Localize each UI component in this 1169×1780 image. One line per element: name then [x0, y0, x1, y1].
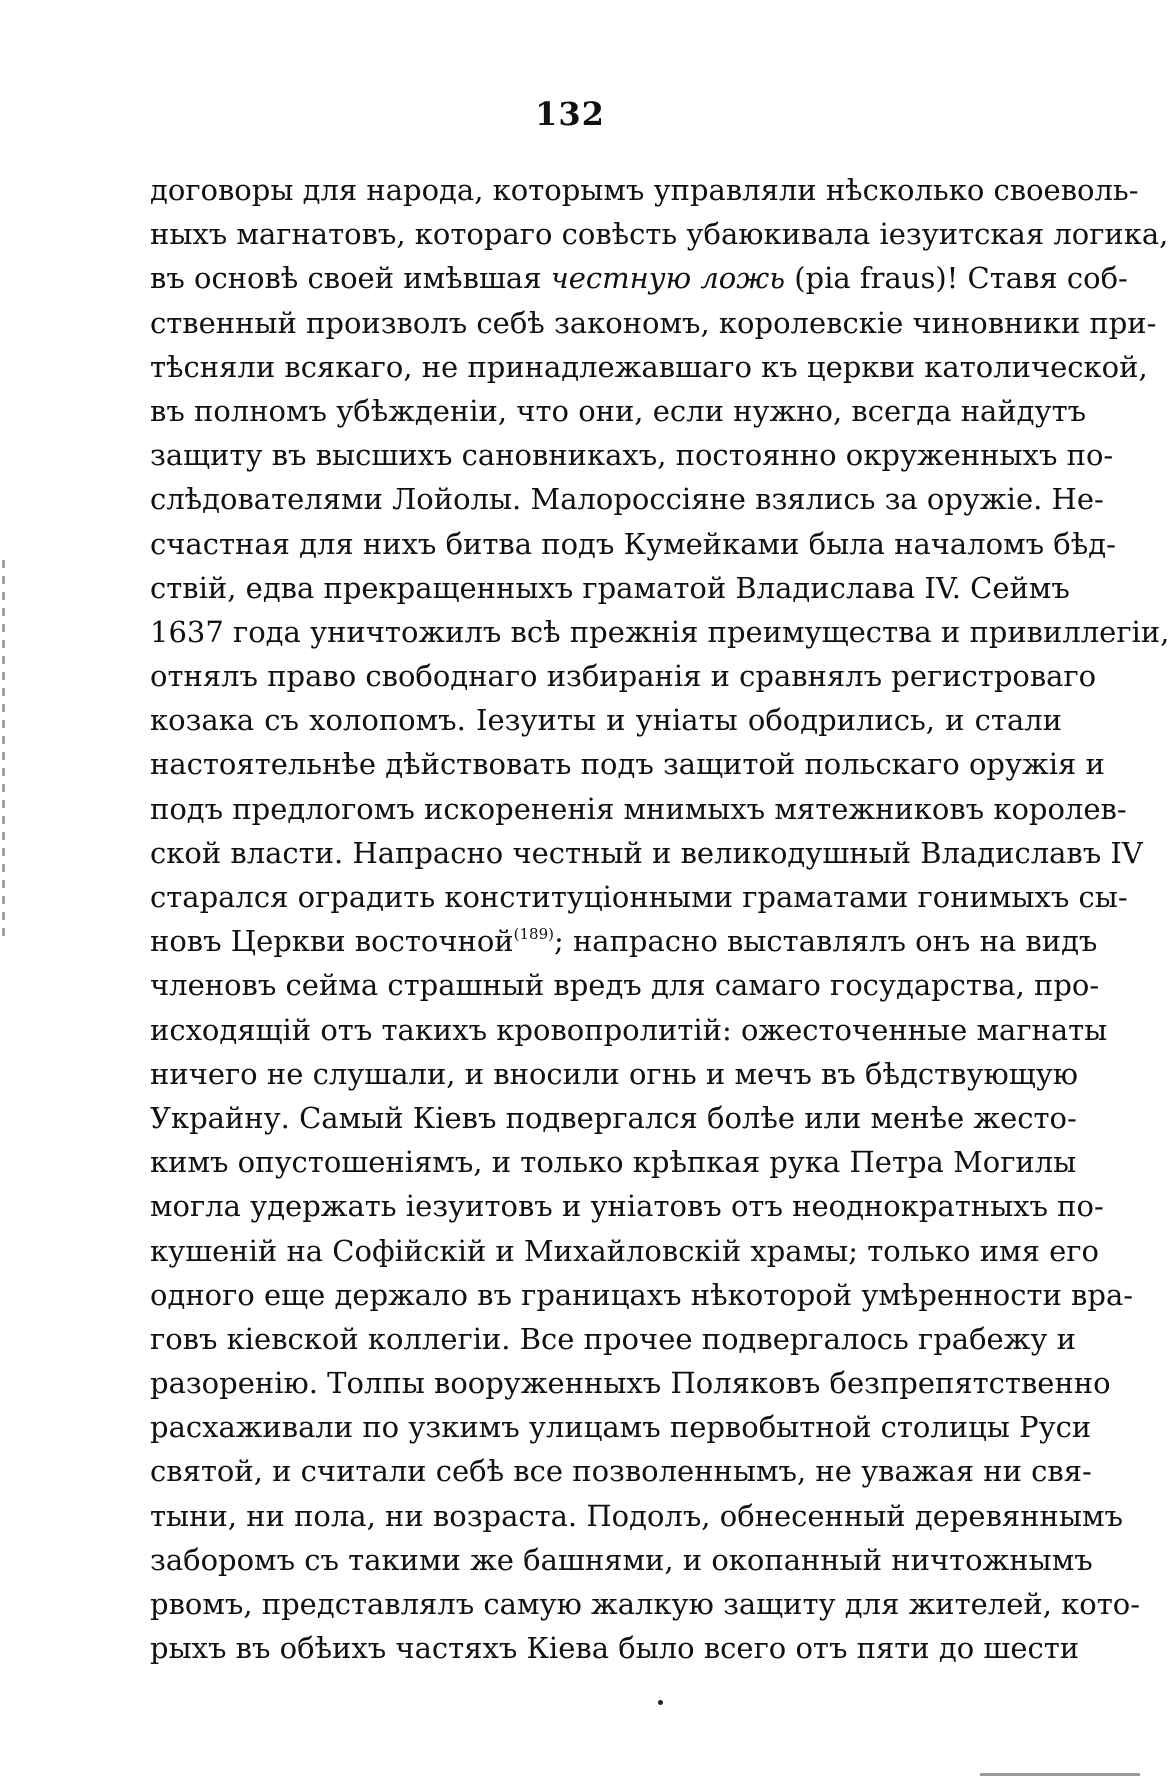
text-line: настоятельнѣе дѣйствовать подъ защитой польскаго оружiя и: [150, 747, 1105, 782]
text-line: Украйну. Самый Кiевъ подвергался болѣе или менѣе жесто-: [150, 1100, 1077, 1135]
text-fragment: новъ Церкви восточной: [150, 924, 514, 959]
text-line: 1637 года уничтожилъ всѣ прежнiя преимущества и привиллегiи,: [150, 614, 1169, 649]
text-line: могла удержать iезуитовъ и унiатовъ отъ неоднократныхъ по-: [150, 1189, 1104, 1224]
text-line: одного еще держало въ границахъ нѣкоторой умѣренности вра-: [150, 1277, 1134, 1312]
text-line: ничего не слушали, и вносили огнь и мечъ въ бѣдствующую: [150, 1056, 1079, 1091]
text-line: тѣсняли всякаго, не принадлежавшаго къ церкви католической,: [150, 349, 1148, 384]
text-line: кушенiй на Софiйскiй и Михайловскiй храмы; только имя его: [150, 1233, 1099, 1268]
text-line: разоренiю. Толпы вооруженныхъ Поляковъ безпрепятственно: [150, 1366, 1111, 1401]
text-line: кимъ опустошенiямъ, и только крѣпкая рука Петра Могилы: [150, 1145, 1077, 1180]
text-fragment: ; напрасно выставлялъ онъ на видъ: [553, 924, 1098, 959]
text-line: договоры для народа, которымъ управляли нѣсколько своеволь-: [150, 173, 1139, 207]
text-line: расхаживали по узкимъ улицамъ первобытной столицы Руси: [150, 1410, 1092, 1445]
text-line: рыхъ въ обѣихъ частяхъ Кiева было всего отъ пяти до шести: [150, 1631, 1080, 1666]
text-line: тыни, ни пола, ни возраста. Подолъ, обнесенный деревяннымъ: [150, 1498, 1123, 1533]
ink-dot: [658, 1700, 663, 1705]
binding-edge-mark: [2, 560, 5, 940]
text-line: [150, 919, 1098, 963]
text-line: говъ кiевской коллегiи. Все прочее подвергалось грабежу и: [150, 1321, 1077, 1356]
scan-edge-line: [980, 1773, 1140, 1776]
text-line: рвомъ, представлялъ самую жалкую защиту для жителей, кото-: [150, 1587, 1141, 1621]
text-line: святой, и считали себѣ все позволеннымъ, не уважая ни свя-: [150, 1454, 1092, 1489]
text-line: подъ предлогомъ искорененiя мнимыхъ мятежниковъ королев-: [150, 791, 1127, 826]
text-line: заборомъ съ такими же башнями, и окопанный ничтожнымъ: [150, 1542, 1093, 1577]
text-line: старался оградить конституцiонными граматами гонимыхъ сы-: [150, 880, 1128, 914]
text-line: слѣдователями Лойолы. Малороссiяне взялись за оружiе. Не-: [150, 482, 1104, 517]
italic-phrase: честную ложь: [550, 261, 786, 296]
text-line: [150, 256, 1128, 300]
text-line: ныхъ магнатовъ, котораго совѣсть убаюкивала iезуитская логика,: [150, 217, 1169, 252]
text-line: отнялъ право свободнаго избиранiя и сравнялъ регистроваго: [150, 659, 1097, 694]
footnote-reference: (189): [513, 925, 554, 944]
text-line: ственный произволъ себѣ закономъ, королевскiе чиновники при-: [150, 305, 1157, 340]
page-number: 132: [535, 95, 605, 133]
text-line: защиту въ высшихъ сановникахъ, постоянно окруженныхъ по-: [150, 438, 1114, 473]
body-text: [150, 168, 1169, 1670]
latin-phrase: (pia fraus): [794, 261, 947, 296]
text-line: козака съ холопомъ. Iезуиты и унiаты ободрились, и стали: [150, 703, 1062, 738]
text-line: исходящiй отъ такихъ кровопролитiй: ожесточенные магнаты: [150, 1012, 1108, 1047]
text-fragment: ! Ставя соб-: [946, 261, 1128, 296]
text-fragment: въ основѣ своей имѣвшая: [150, 261, 551, 296]
text-line: членовъ сейма страшный вредъ для самаго государства, про-: [150, 968, 1100, 1003]
text-line: счастная для нихъ битва подъ Кумейками была началомъ бѣд-: [150, 526, 1116, 561]
text-line: ской власти. Напрасно честный и великодушный Владиславъ IV: [150, 835, 1143, 870]
text-line: въ полномъ убѣжденiи, что они, если нужно, всегда найдутъ: [150, 393, 1087, 428]
text-line: ствiй, едва прекращенныхъ граматой Владислава IV. Сеймъ: [150, 570, 1070, 605]
